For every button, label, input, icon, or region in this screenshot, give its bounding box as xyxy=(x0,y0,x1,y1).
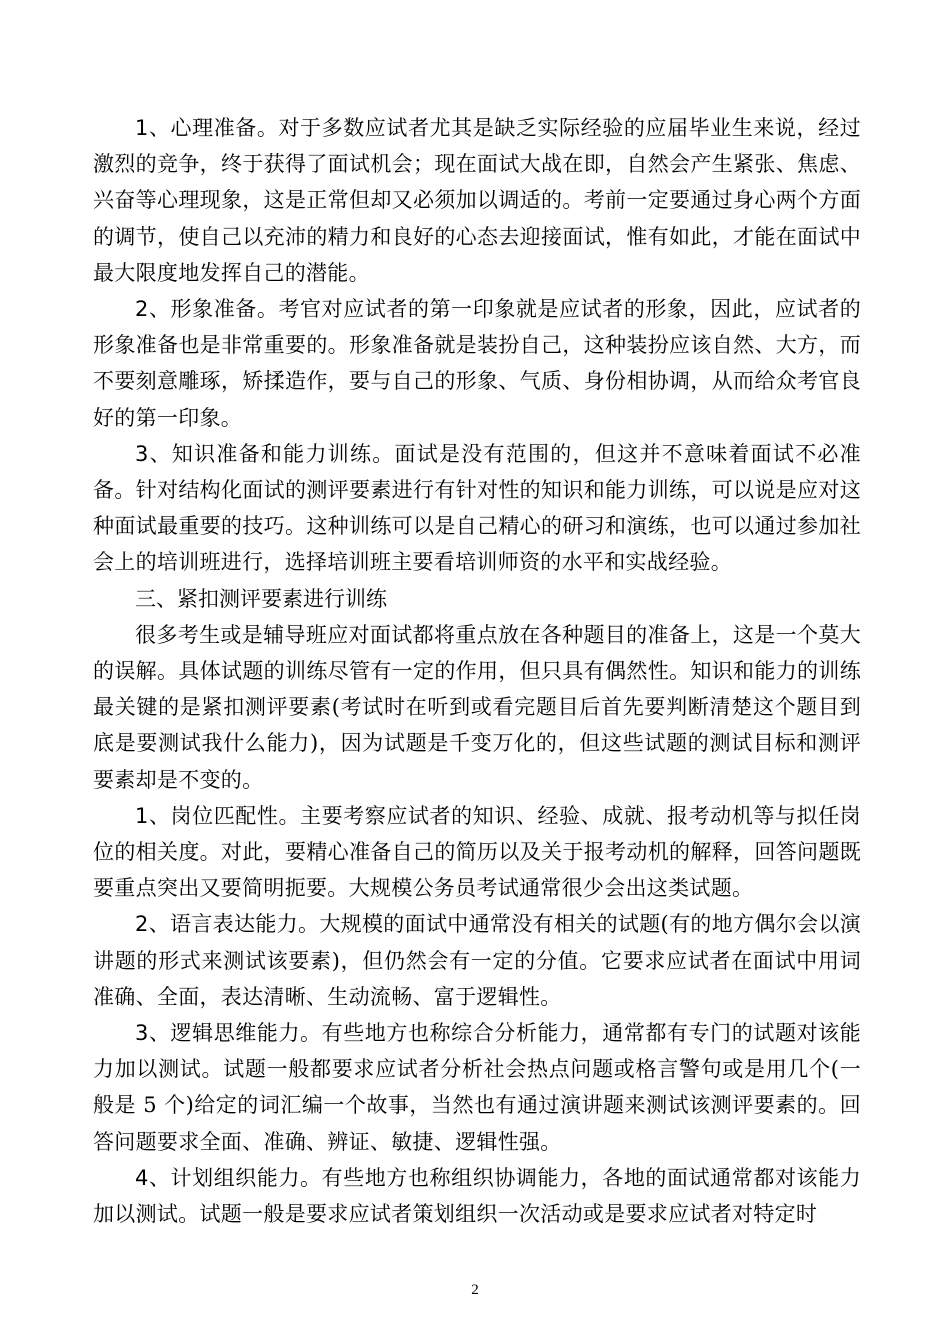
paragraph-lead: 3、知识准备和能力训练。 xyxy=(135,441,395,466)
paragraph-text: 考官对应试者的第一印象就是应试者的形象，因此，应试者的形象准备也是非常重要的。形象准备就是装扮自己，这种装扮应该自然、大方，而不要刻意雕琢，矫揉造作，要与自己的形象、气质、身份相协调，从而给众考官良好的第一印象。 xyxy=(93,297,861,430)
paragraph-image-preparation xyxy=(93,291,861,436)
page-number: 2 xyxy=(471,1282,479,1298)
paragraph-text: 大规模的面试中通常没有相关的试题(有的地方偶尔会以演讲题的形式来测试该要素)，但仍然会有一定的分值。它要求应试者在面试中用词准确、全面，表达清晰、生动流畅、富于逻辑性。 xyxy=(93,912,861,1009)
paragraph-lead: 1、心理准备。 xyxy=(135,116,279,140)
paragraph-job-fit xyxy=(93,798,861,907)
paragraph-knowledge-preparation xyxy=(93,436,861,581)
section-heading: 三、紧扣测评要素进行训练 xyxy=(135,586,387,611)
section-intro: 很多考生或是辅导班应对面试都将重点放在各种题目的准备上，这是一个莫大的误解。具体试题的训练尽管有一定的作用，但只具有偶然性。知识和能力的训练最关键的是紧扣测评要素(考试时在听到或看完题目后首先要判断清楚这个题目到底是要测试我什么能力)，因为试题是千变万化的，但这些试题的测试目标和测评要素却是不变的。 xyxy=(93,622,861,792)
page-body xyxy=(93,110,861,1232)
paragraph-text: 面试是没有范围的，但这并不意味着面试不必准备。针对结构化面试的测评要素进行有针对性的知识和能力训练，可以说是应对这种面试最重要的技巧。这种训练可以是自己精心的研习和演练，也可以通过参加社会上的培训班进行，选择培训班主要看培训师资的水平和实战经验。 xyxy=(93,441,861,575)
paragraph-text: 对于多数应试者尤其是缺乏实际经验的应届毕业生来说，经过激烈的竞争，终于获得了面试机会；现在面试大战在即，自然会产生紧张、焦虑、兴奋等心理现象，这是正常但却又必须加以调适的。考前一定要通过身心两个方面的调节，使自己以充沛的精力和良好的心态去迎接面试，惟有如此，才能在面试中最大限度地发挥自己的潜能。 xyxy=(93,116,861,285)
paragraph-text: 有些地方也称综合分析能力，通常都有专门的试题对该能力加以测试。试题一般都要求应试者分析社会热点问题或格言警句或是用几个(一般是 5 个)给定的词汇编一个故事，当然也有通过演讲题来测试该测评要素的。回答问题要求全面、准确、辨证、敏捷、逻辑性强。 xyxy=(93,1021,862,1154)
paragraph-lead: 1、岗位匹配性。 xyxy=(135,803,301,828)
paragraph-language-expression xyxy=(93,906,861,1015)
paragraph-lead: 3、逻辑思维能力。 xyxy=(135,1021,322,1046)
paragraph-logical-thinking xyxy=(93,1015,861,1160)
paragraph-text: 有些地方也称组织协调能力，各地的面试通常都对该能力加以测试。试题一般是要求应试者策划组织一次活动或是要求应试者对特定时 xyxy=(93,1165,862,1227)
paragraph-planning-organization xyxy=(93,1160,861,1232)
paragraph-lead: 4、计划组织能力。 xyxy=(135,1165,322,1190)
paragraph-lead: 2、语言表达能力。 xyxy=(135,912,320,937)
paragraph-psychological-preparation xyxy=(93,110,861,291)
paragraph-text: 主要考察应试者的知识、经验、成就、报考动机等与拟任岗位的相关度。对此，要精心准备自己的简历以及关于报考动机的解释，回答问题既要重点突出又要简明扼要。大规模公务员考试通常很少会出这类试题。 xyxy=(93,803,861,901)
paragraph-lead: 2、形象准备。 xyxy=(135,297,279,322)
